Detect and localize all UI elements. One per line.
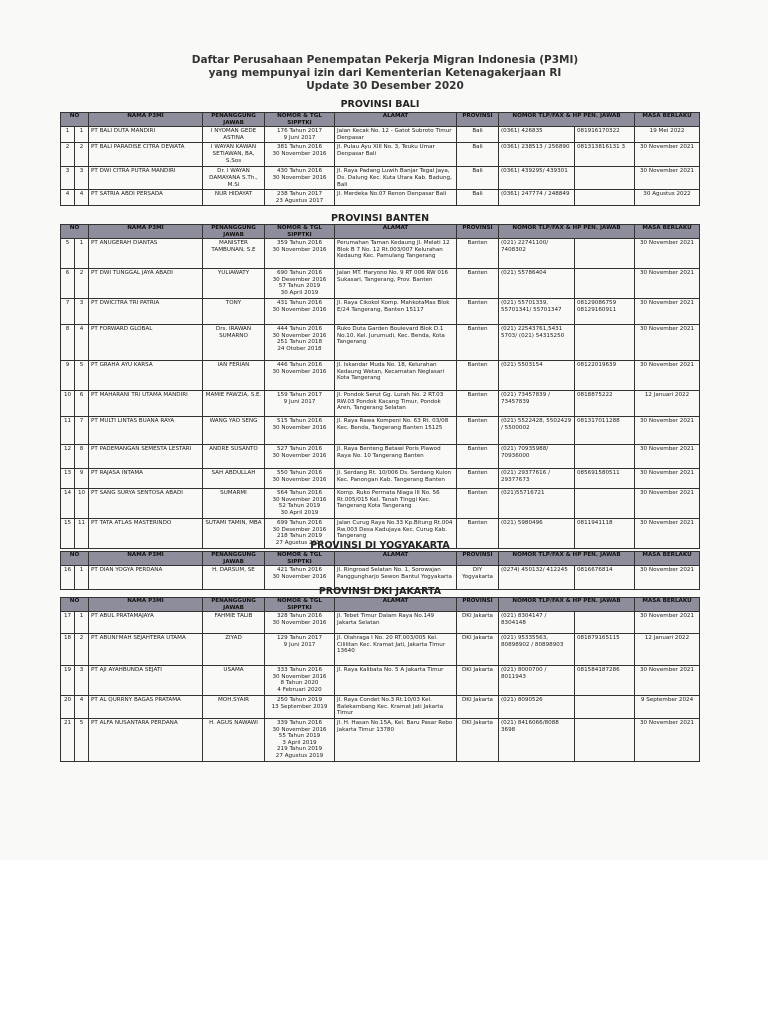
mobile: 081879165115: [575, 634, 635, 666]
column-header-no: NO: [61, 225, 89, 239]
column-header-masa: MASA BERLAKU: [635, 225, 700, 239]
company-name: PT AJI AYAHBUNDA SEJATI: [89, 666, 203, 696]
section-number: 10: [75, 489, 89, 519]
valid-until: 30 November 2021: [635, 325, 700, 361]
row-number: 6: [61, 269, 75, 299]
mobile: 08129086759 08129160911: [575, 299, 635, 325]
mobile: 0818875222: [575, 391, 635, 417]
valid-until: 30 November 2021: [635, 299, 700, 325]
title-line-2: yang mempunyai izin dari Kementerian Ketenagakerjaan RI: [208, 67, 562, 79]
license-number-date: 564 Tahun 2016 30 November 2016 52 Tahun 2019 30 April 2019: [265, 489, 335, 519]
address: Jl. Raya Cikokol Komp. MahkotaMas Blok E/24 Tangerang, Banten 15117: [335, 299, 457, 325]
responsible-person: TONY: [203, 299, 265, 325]
company-name: PT BALI PARADISE CITRA DEWATA: [89, 143, 203, 167]
responsible-person: ZIYAD: [203, 634, 265, 666]
license-number-date: 690 Tahun 2016 30 Desember 2016 57 Tahun 2019 30 April 2019: [265, 269, 335, 299]
address: Jl. Raya Condet No.3 Rt.10/03 Kel. Balekambang Kec. Kramat Jati Jakarta Timur: [335, 696, 457, 719]
province-title: PROVINSI BANTEN: [330, 213, 430, 224]
mobile: 0811941118: [575, 519, 635, 549]
valid-until: 12 Januari 2022: [635, 634, 700, 666]
section-number: 9: [75, 469, 89, 489]
table-row: [61, 718, 700, 761]
p3mi-table: [60, 597, 700, 762]
row-number: 8: [61, 325, 75, 361]
column-header-alamat: ALAMAT: [335, 598, 457, 612]
table-row: [61, 190, 700, 206]
responsible-person: I NYOMAN GEDE ASTINA: [203, 127, 265, 143]
table-row: [61, 325, 700, 361]
table-row: [61, 489, 700, 519]
license-number-date: 421 Tahun 2016 30 November 2016: [265, 566, 335, 590]
responsible-person: NUR HIDAYAT: [203, 190, 265, 206]
row-number: 19: [61, 666, 75, 696]
column-header-masa: MASA BERLAKU: [635, 113, 700, 127]
column-header-alamat: ALAMAT: [335, 113, 457, 127]
table-row: [61, 127, 700, 143]
license-number-date: 339 Tahun 2016 30 November 2016 55 Tahun 2019 3 April 2019 219 Tahun 2019 27 Agustus 2019: [265, 718, 335, 761]
valid-until: 30 November 2021: [635, 445, 700, 469]
responsible-person: MAMIE FAWZIA, S.E.: [203, 391, 265, 417]
company-name: PT AL QURRNY BAGAS PRATAMA: [89, 696, 203, 719]
valid-until: 30 November 2021: [635, 519, 700, 549]
column-header-tlp: NOMOR TLP/FAX & HP PEN. JAWAB: [499, 598, 635, 612]
section-number: 3: [75, 299, 89, 325]
province: Bali: [457, 143, 499, 167]
column-header-masa: MASA BERLAKU: [635, 598, 700, 612]
responsible-person: SUMARMI: [203, 489, 265, 519]
valid-until: 30 November 2021: [635, 612, 700, 634]
license-number-date: 381 Tahun 2016 30 November 2016: [265, 143, 335, 167]
responsible-person: FAHMIE TALIB: [203, 612, 265, 634]
mobile: [575, 239, 635, 269]
phone: (0274) 450132/ 412245: [499, 566, 575, 590]
table-header: [61, 598, 700, 612]
row-number: 15: [61, 519, 75, 549]
province: Bali: [457, 127, 499, 143]
phone: (0361) 247774 / 248849: [499, 190, 575, 206]
table-header: [61, 552, 700, 566]
column-header-nama: NAMA P3MI: [89, 552, 203, 566]
mobile: [575, 190, 635, 206]
table-row: [61, 666, 700, 696]
title-line-3: Update 30 Desember 2020: [306, 80, 464, 92]
license-number-date: 333 Tahun 2016 30 November 2016 8 Tahun 2020 4 Februari 2020: [265, 666, 335, 696]
column-header-tlp: NOMOR TLP/FAX & HP PEN. JAWAB: [499, 225, 635, 239]
column-header-alamat: ALAMAT: [335, 225, 457, 239]
section-number: 1: [75, 127, 89, 143]
section-number: 11: [75, 519, 89, 549]
province: Banten: [457, 519, 499, 549]
row-number: 7: [61, 299, 75, 325]
table-row: [61, 299, 700, 325]
mobile: 081584187286: [575, 666, 635, 696]
mobile: [575, 612, 635, 634]
row-number: 13: [61, 469, 75, 489]
address: Jl. Raya Padang Luwih Banjar Tegal Jaya, Ds. Dalung Kec. Kuta Utara Kab. Badung, Bali: [335, 167, 457, 190]
province: Bali: [457, 190, 499, 206]
address: Jl. Pulau Ayu XIII No. 3, Teuku Umar Denpasar Bali: [335, 143, 457, 167]
province: Banten: [457, 269, 499, 299]
license-number-date: 446 Tahun 2016 30 November 2016: [265, 361, 335, 391]
section-number: 2: [75, 269, 89, 299]
valid-until: 30 November 2021: [635, 417, 700, 445]
column-header-tlp: NOMOR TLP/FAX & HP PEN. JAWAB: [499, 552, 635, 566]
phone: (021) 22543761,5431 5703/ (021) 54315250: [499, 325, 575, 361]
section-number: 5: [75, 361, 89, 391]
province: DKI Jakarta: [457, 696, 499, 719]
row-number: 21: [61, 718, 75, 761]
phone: (021)55716721: [499, 489, 575, 519]
address: Ruko Duta Garden Boulevard Blok D.1 No.10, Kel. Jurumudi, Kec. Benda, Kota Tangerang: [335, 325, 457, 361]
license-number-date: 238 Tahun 2017 23 Agustus 2017: [265, 190, 335, 206]
table-row: [61, 417, 700, 445]
responsible-person: SAH ABDULLAH: [203, 469, 265, 489]
valid-until: 30 November 2021: [635, 666, 700, 696]
valid-until: 30 November 2021: [635, 361, 700, 391]
column-header-sip: NOMOR & TGL SIPPTKI: [265, 552, 335, 566]
title-line-1: Daftar Perusahaan Penempatan Pekerja Migran Indonesia (P3MI): [191, 54, 579, 66]
province: Banten: [457, 417, 499, 445]
phone: (021) 8304147 / 8304148: [499, 612, 575, 634]
section-number: 4: [75, 325, 89, 361]
row-number: 17: [61, 612, 75, 634]
phone: (021) 5980496: [499, 519, 575, 549]
responsible-person: SUTAMI TAMIN, MBA: [203, 519, 265, 549]
row-number: 1: [61, 127, 75, 143]
address: Jalan Curug Raya No.33 Kp.Bitung Rt.004 Rw.003 Desa Kadujaya Kec. Curug Kab. Tangerang: [335, 519, 457, 549]
province: Bali: [457, 167, 499, 190]
table-row: [61, 391, 700, 417]
table-row: [61, 469, 700, 489]
license-number-date: 431 Tahun 2016 30 November 2016: [265, 299, 335, 325]
table-row: [61, 143, 700, 167]
row-number: 4: [61, 190, 75, 206]
mobile: [575, 167, 635, 190]
license-number-date: 527 Tahun 2016 30 November 2016: [265, 445, 335, 469]
responsible-person: WANG YAO SENG: [203, 417, 265, 445]
responsible-person: YULIAWATY: [203, 269, 265, 299]
company-name: PT ALFA NUSANTARA PERDANA: [89, 718, 203, 761]
valid-until: 30 Agustus 2022: [635, 190, 700, 206]
column-header-pj: PENANGGUNG JAWAB: [203, 113, 265, 127]
address: Jl. Pondok Serut Gg. Lurah No. 2 RT.03 RW.03 Pondok Kacang Timur, Pondok Aren, Tangerang Selatan: [335, 391, 457, 417]
responsible-person: IAN FERIAN: [203, 361, 265, 391]
license-number-date: 359 Tahun 2016 30 November 2016: [265, 239, 335, 269]
section-number: 4: [75, 190, 89, 206]
p3mi-table: [60, 112, 700, 206]
mobile: [575, 696, 635, 719]
responsible-person: Drs. IRAWAN SUMARNO: [203, 325, 265, 361]
column-header-masa: MASA BERLAKU: [635, 552, 700, 566]
phone: (021) 22741100/ 7408302: [499, 239, 575, 269]
section-number: 6: [75, 391, 89, 417]
address: Jalan MT. Haryono No. 9 RT 006 RW 016 Sukasari, Tangerang, Prov. Banten: [335, 269, 457, 299]
mobile: [575, 325, 635, 361]
company-name: PT MULTI LINTAS BUANA RAYA: [89, 417, 203, 445]
phone: (021) 55786404: [499, 269, 575, 299]
company-name: PT PADEMANGAN SEMESTA LESTARI: [89, 445, 203, 469]
section-number: 2: [75, 634, 89, 666]
phone: (021) 8000700 / 8011943: [499, 666, 575, 696]
province: Banten: [457, 391, 499, 417]
row-number: 18: [61, 634, 75, 666]
row-number: 9: [61, 361, 75, 391]
document-title: [150, 54, 620, 93]
province: Banten: [457, 445, 499, 469]
responsible-person: Dr. I WAYAN DAMAYANA S.Th., M.Si: [203, 167, 265, 190]
phone: (021) 73457839 / 73457839: [499, 391, 575, 417]
row-number: 5: [61, 239, 75, 269]
address: Jl. Raya Rawa Kompeni No. 63 Rt. 03/08 Kec. Benda, Tangerang Banten 15125: [335, 417, 457, 445]
province: Banten: [457, 361, 499, 391]
company-name: PT TATA ATLAS MASTERINDO: [89, 519, 203, 549]
mobile: [575, 445, 635, 469]
province: Banten: [457, 469, 499, 489]
column-header-sip: NOMOR & TGL SIPPTKI: [265, 113, 335, 127]
phone: (0361) 439295/ 439301: [499, 167, 575, 190]
province: Banten: [457, 489, 499, 519]
mobile: 081317011288: [575, 417, 635, 445]
province: DKI Jakarta: [457, 718, 499, 761]
address: Jl. Raya Benteng Betawi Poris Plawod Raya No. 10 Tangerang Banten: [335, 445, 457, 469]
section-number: 2: [75, 143, 89, 167]
company-name: PT DWI TUNGGAL JAYA ABADI: [89, 269, 203, 299]
column-header-provinsi: PROVINSI: [457, 598, 499, 612]
license-number-date: 176 Tahun 2017 9 Juni 2017: [265, 127, 335, 143]
row-number: 12: [61, 445, 75, 469]
address: Jl. Olahraga I No. 20 RT.003/005 Kel. Cililitan Kec. Kramat Jati, Jakarta Timur 13640: [335, 634, 457, 666]
phone: (021) 5503154: [499, 361, 575, 391]
company-name: PT ABUL PRATAMAJAYA: [89, 612, 203, 634]
valid-until: 30 November 2021: [635, 143, 700, 167]
p3mi-table: [60, 551, 700, 590]
address: Jl. Raya Kalibata No. 5 A Jakarta Timur: [335, 666, 457, 696]
row-number: 3: [61, 167, 75, 190]
valid-until: 30 November 2021: [635, 489, 700, 519]
phone: (0361) 426835: [499, 127, 575, 143]
column-header-nama: NAMA P3MI: [89, 113, 203, 127]
phone: (021) 95335563, 80898902 / 80898903: [499, 634, 575, 666]
section-number: 7: [75, 417, 89, 445]
valid-until: 30 November 2021: [635, 167, 700, 190]
responsible-person: H. AGUS NAWAWI: [203, 718, 265, 761]
province: DIY Yogyakarta: [457, 566, 499, 590]
column-header-pj: PENANGGUNG JAWAB: [203, 225, 265, 239]
column-header-provinsi: PROVINSI: [457, 552, 499, 566]
column-header-sip: NOMOR & TGL SIPPTKI: [265, 598, 335, 612]
company-name: PT DWICITRA TRI PATRIA: [89, 299, 203, 325]
column-header-no: NO: [61, 552, 89, 566]
section-number: 5: [75, 718, 89, 761]
row-number: 20: [61, 696, 75, 719]
mobile: [575, 269, 635, 299]
license-number-date: 550 Tahun 2016 30 November 2016: [265, 469, 335, 489]
valid-until: 9 September 2024: [635, 696, 700, 719]
table-row: [61, 634, 700, 666]
table-row: [61, 239, 700, 269]
valid-until: 30 November 2021: [635, 566, 700, 590]
responsible-person: MOH.SYAIR: [203, 696, 265, 719]
column-header-pj: PENANGGUNG JAWAB: [203, 552, 265, 566]
column-header-nama: NAMA P3MI: [89, 225, 203, 239]
section-number: 1: [75, 566, 89, 590]
section-number: 1: [75, 239, 89, 269]
valid-until: 19 Mei 2022: [635, 127, 700, 143]
mobile: [575, 489, 635, 519]
responsible-person: ANDRE SUSANTO: [203, 445, 265, 469]
valid-until: 30 November 2021: [635, 239, 700, 269]
company-name: PT GRAHA AYU KARSA: [89, 361, 203, 391]
row-number: 2: [61, 143, 75, 167]
license-number-date: 250 Tahun 2019 13 September 2019: [265, 696, 335, 719]
license-number-date: 129 Tahun 2017 9 Juni 2017: [265, 634, 335, 666]
table-row: [61, 269, 700, 299]
table-row: [61, 361, 700, 391]
valid-until: 12 Januari 2022: [635, 391, 700, 417]
column-header-tlp: NOMOR TLP/FAX & HP PEN. JAWAB: [499, 113, 635, 127]
province-title: PROVINSI DI YOGYAKARTA: [310, 540, 450, 551]
row-number: 16: [61, 566, 75, 590]
column-header-no: NO: [61, 113, 89, 127]
address: Perumahan Taman Kedaung Jl. Melati 12 Blok B 7 No. 12 Rt.003/007 Kelurahan Kedaung Kec. Pamulang Tangerang: [335, 239, 457, 269]
address: Jl. H. Hasan No.15A, Kel. Baru Pasar Rebo Jakarta Timur 13780: [335, 718, 457, 761]
company-name: PT RAJASA INTAMA: [89, 469, 203, 489]
responsible-person: USAMA: [203, 666, 265, 696]
company-name: PT DWI CITRA PUTRA MANDIRI: [89, 167, 203, 190]
p3mi-table: [60, 224, 700, 549]
table-header: [61, 225, 700, 239]
mobile: 081313816131 3: [575, 143, 635, 167]
phone: (0361) 238513 / 256890: [499, 143, 575, 167]
province-title: PROVINSI BALI: [340, 99, 420, 110]
responsible-person: MANISTER TAMBUNAN, S.E: [203, 239, 265, 269]
address: Jl. Merdeka No.07 Renon Denpasar Bali: [335, 190, 457, 206]
mobile: 081916170322: [575, 127, 635, 143]
mobile: [575, 718, 635, 761]
phone: (021) 29377616 / 29377673: [499, 469, 575, 489]
address: Jl. Ringroad Selatan No. 1, Sorowajan Panggungharjo Sewon Bantul Yogyakarta: [335, 566, 457, 590]
table-row: [61, 445, 700, 469]
table-row: [61, 612, 700, 634]
province: Banten: [457, 239, 499, 269]
mobile: 0816676814: [575, 566, 635, 590]
row-number: 14: [61, 489, 75, 519]
mobile: 085691580511: [575, 469, 635, 489]
phone: (021) 55701339, 55701341/ 55701347: [499, 299, 575, 325]
company-name: PT MAHARANI TRI UTAMA MANDIRI: [89, 391, 203, 417]
column-header-pj: PENANGGUNG JAWAB: [203, 598, 265, 612]
license-number-date: 515 Tahun 2016 30 November 2016: [265, 417, 335, 445]
province: Banten: [457, 299, 499, 325]
address: Jl. Tebet Timur Dalam Raya No.149 Jakarta Selatan: [335, 612, 457, 634]
license-number-date: 699 Tahun 2016 30 Desember 2016 218 Tahun 2019 27 Agustus 2019: [265, 519, 335, 549]
province: DKI Jakarta: [457, 666, 499, 696]
table-row: [61, 696, 700, 719]
valid-until: 30 November 2021: [635, 718, 700, 761]
company-name: PT SANG SURYA SENTOSA ABADI: [89, 489, 203, 519]
license-number-date: 328 Tahun 2016 30 November 2016: [265, 612, 335, 634]
column-header-nama: NAMA P3MI: [89, 598, 203, 612]
column-header-provinsi: PROVINSI: [457, 113, 499, 127]
company-name: PT ANUGERAH DIANTAS: [89, 239, 203, 269]
section-number: 8: [75, 445, 89, 469]
company-name: PT SATRIA ABDI PERSADA: [89, 190, 203, 206]
company-name: PT ABUNI'MAH SEJAHTERA UTAMA: [89, 634, 203, 666]
province: Banten: [457, 325, 499, 361]
phone: (021) 8416066/8088 3698: [499, 718, 575, 761]
license-number-date: 430 Tahun 2016 30 November 2016: [265, 167, 335, 190]
section-number: 3: [75, 167, 89, 190]
column-header-provinsi: PROVINSI: [457, 225, 499, 239]
mobile: 08122019639: [575, 361, 635, 391]
address: Jl. Serdang Rt. 10/006 Ds. Serdang Kulon Kec. Panongan Kab. Tangerang Banten: [335, 469, 457, 489]
province: DKI Jakarta: [457, 612, 499, 634]
valid-until: 30 November 2021: [635, 469, 700, 489]
province-title: PROVINSI DKI JAKARTA: [318, 586, 442, 597]
province: DKI Jakarta: [457, 634, 499, 666]
column-header-alamat: ALAMAT: [335, 552, 457, 566]
responsible-person: I WAYAN KAWAN SETIAWAN, BA, S.Sos: [203, 143, 265, 167]
row-number: 10: [61, 391, 75, 417]
section-number: 4: [75, 696, 89, 719]
phone: (021) 8090526: [499, 696, 575, 719]
responsible-person: H. DARSUM, SE: [203, 566, 265, 590]
license-number-date: 159 Tahun 2017 9 Juni 2017: [265, 391, 335, 417]
section-number: 3: [75, 666, 89, 696]
valid-until: 30 November 2021: [635, 269, 700, 299]
column-header-sip: NOMOR & TGL SIPPTKI: [265, 225, 335, 239]
company-name: PT BALI DUTA MANDIRI: [89, 127, 203, 143]
company-name: PT DIAN YOGYA PERDANA: [89, 566, 203, 590]
column-header-no: NO: [61, 598, 89, 612]
section-number: 1: [75, 612, 89, 634]
row-number: 11: [61, 417, 75, 445]
address: Jl. Iskandar Muda No. 18, Kelurahan Kedaung Wetan, Kecamatan Neglasari Kota Tangerang: [335, 361, 457, 391]
table-header: [61, 113, 700, 127]
phone: (021) 5522428, 5502429 / 5500002: [499, 417, 575, 445]
company-name: PT FORWARD GLOBAL: [89, 325, 203, 361]
address: Komp. Ruko Permata Niaga III No. 56 Rt.005/015 Kel. Tanah Tinggi Kec. Tangerang Kota Tangerang: [335, 489, 457, 519]
license-number-date: 444 Tahun 2016 30 November 2016 251 Tahun 2018 24 Otober 2018: [265, 325, 335, 361]
address: Jalan Kecak No. 12 - Gatot Subroto Timur Denpasar: [335, 127, 457, 143]
phone: (021) 70935988/ 70936000: [499, 445, 575, 469]
table-row: [61, 167, 700, 190]
